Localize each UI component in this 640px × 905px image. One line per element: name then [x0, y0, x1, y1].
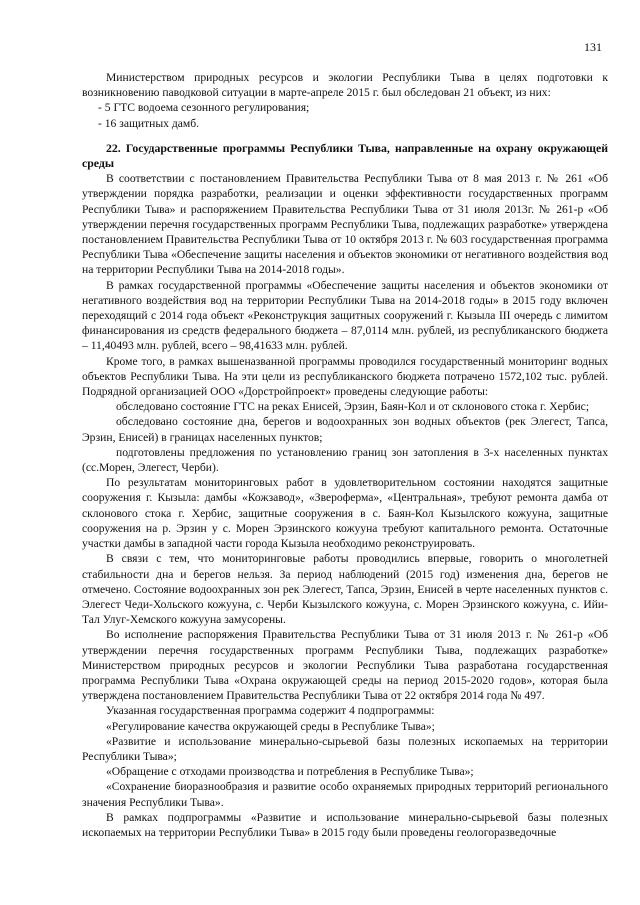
document-body: [82, 70, 608, 840]
paragraph: «Развитие и использование минерально-сырьевой базы полезных ископаемых на территории Республики Тыва»;: [82, 734, 608, 763]
paragraph: «Регулирование качества окружающей среды в Республике Тыва»;: [106, 719, 435, 733]
paragraph: подготовлены предложения по установлению границ зон затопления в 3-х населенных пунктах (сс.Морен, Элегест, Черби).: [82, 445, 608, 475]
paragraph: «Сохранение биоразнообразия и развитие особо охраняемых природных территорий регионального значения Республики Тыва».: [82, 780, 608, 809]
paragraph: Указанная государственная программа содержит 4 подпрограммы:: [106, 704, 435, 718]
paragraph: - 16 защитных дамб.: [98, 116, 200, 130]
paragraph: По результатам мониторинговых работ в удовлетворительном состоянии находятся защитные сооружения г. Кызыла: дамбы «Кожзавод», «Звероферма», «Центральная», требуют ремонта дамба от склонового стока г. Хербис, защитные сооружения в с. Баян-Кол Кызылского кожууна, защитные сооружения на р. Эрзин у с. Морен Эрзинского кожууна требуют капитального ремонта. Остаточные участки дамбы в западной части города Кызыла необходимо реконструировать.: [82, 476, 608, 551]
paragraph: Во исполнение распоряжения Правительства Республики Тыва от 31 июля 2013 г. № 261-р «Об утверждении перечня государственных программ Республики Тыва, подлежащих разработке» Министерством природных ресурсов и экологии Республики Тыва разработана государственная программа Республики Тыва «Охрана окружающей среды на период 2015-2020 годов», которая была утверждена постановлением Правительства Республики Тыва от 22 октября 2014 года № 497.: [82, 628, 608, 703]
paragraph: В связи с тем, что мониторинговые работы проводились впервые, говорить о многолетней стабильности дна и берегов нельзя. За период наблюдений (2015 год) изменения дна, берегов не отмечено. Состояние водоохранных зон рек Элегест, Тапса, Эрзин, Енисей в черте населенных пунктов с. Элегест Чеди-Хольского кожууна, с. Черби Кызылского кожууна, с. Морен Эрзинского кожууна, с. Ийи-Тал Улуг-Хемского кожууна замусорены.: [82, 552, 608, 627]
paragraph: В соответствии с постановлением Правительства Республики Тыва от 8 мая 2013 г. № 261 «Об утверждении порядка разработки, реализации и оценки эффективности государственных программ Республики Тыва» и распоряжением Правительства Республики Тыва от 31 июля 2013г. № 261-р «Об утверждении перечня государственных программ Республики Тыва, подлежащих разработке» утверждена постановлением Правительства Республики Тыва от 10 октября 2013 г. № 603 государственная программа Республики Тыва «Обеспечение защиты населения и объектов экономики от негативного воздействия вод на территории Республики Тыва на 2014-2018 годы».: [82, 172, 608, 277]
paragraph: Министерством природных ресурсов и экологии Республики Тыва в целях подготовки к возникновению паводковой ситуации в марте-апреле 2015 г. был обследован 21 объект, из них:: [82, 71, 608, 100]
page-number: 131: [584, 40, 602, 54]
paragraph: Кроме того, в рамках вышеназванной программы проводился государственный мониторинг водных объектов Республики Тыва. На эти цели из республиканского бюджета потрачено 1572,102 тыс. рублей. Подрядной организацией ООО «Дорстройпроект» проведены следующие работы:: [82, 354, 608, 399]
paragraph: «Обращение с отходами производства и потребления в Республике Тыва»;: [106, 765, 474, 779]
paragraph: В рамках государственной программы «Обеспечение защиты населения и объектов экономики от негативного воздействия вод на территории Республики Тыва на 2014-2018 годы» в 2015 году включен переходящий с 2014 года объект «Реконструкция защитных сооружений г. Кызыла III очередь с лимитом финансирования из средств федерального бюджета – 87,0114 млн. рублей, из республиканского бюджета – 11,40493 млн. рублей, всего – 98,41633 млн. рублей.: [82, 278, 608, 353]
section-body: [82, 171, 608, 840]
paragraph: В рамках подпрограммы «Развитие и использование минерально-сырьевой базы полезных ископаемых на территории Республики Тыва» в 2015 году были проведены геологоразведочные: [82, 810, 608, 839]
paragraph: обследовано состояние ГТС на реках Енисей, Эрзин, Баян-Кол и от склонового стока г. Хербис;: [116, 400, 590, 414]
intro-section: [82, 70, 608, 131]
section-heading: 22. Государственные программы Республики Тыва, направленные на охрану окружающей среды: [82, 140, 608, 171]
paragraph: обследовано состояние дна, берегов и водоохранных зон водных объектов (рек Элегест, Тапса, Эрзин, Енисей) в границах населенных пунктов;: [82, 415, 608, 444]
paragraph: - 5 ГТС водоема сезонного регулирования;: [98, 101, 310, 115]
